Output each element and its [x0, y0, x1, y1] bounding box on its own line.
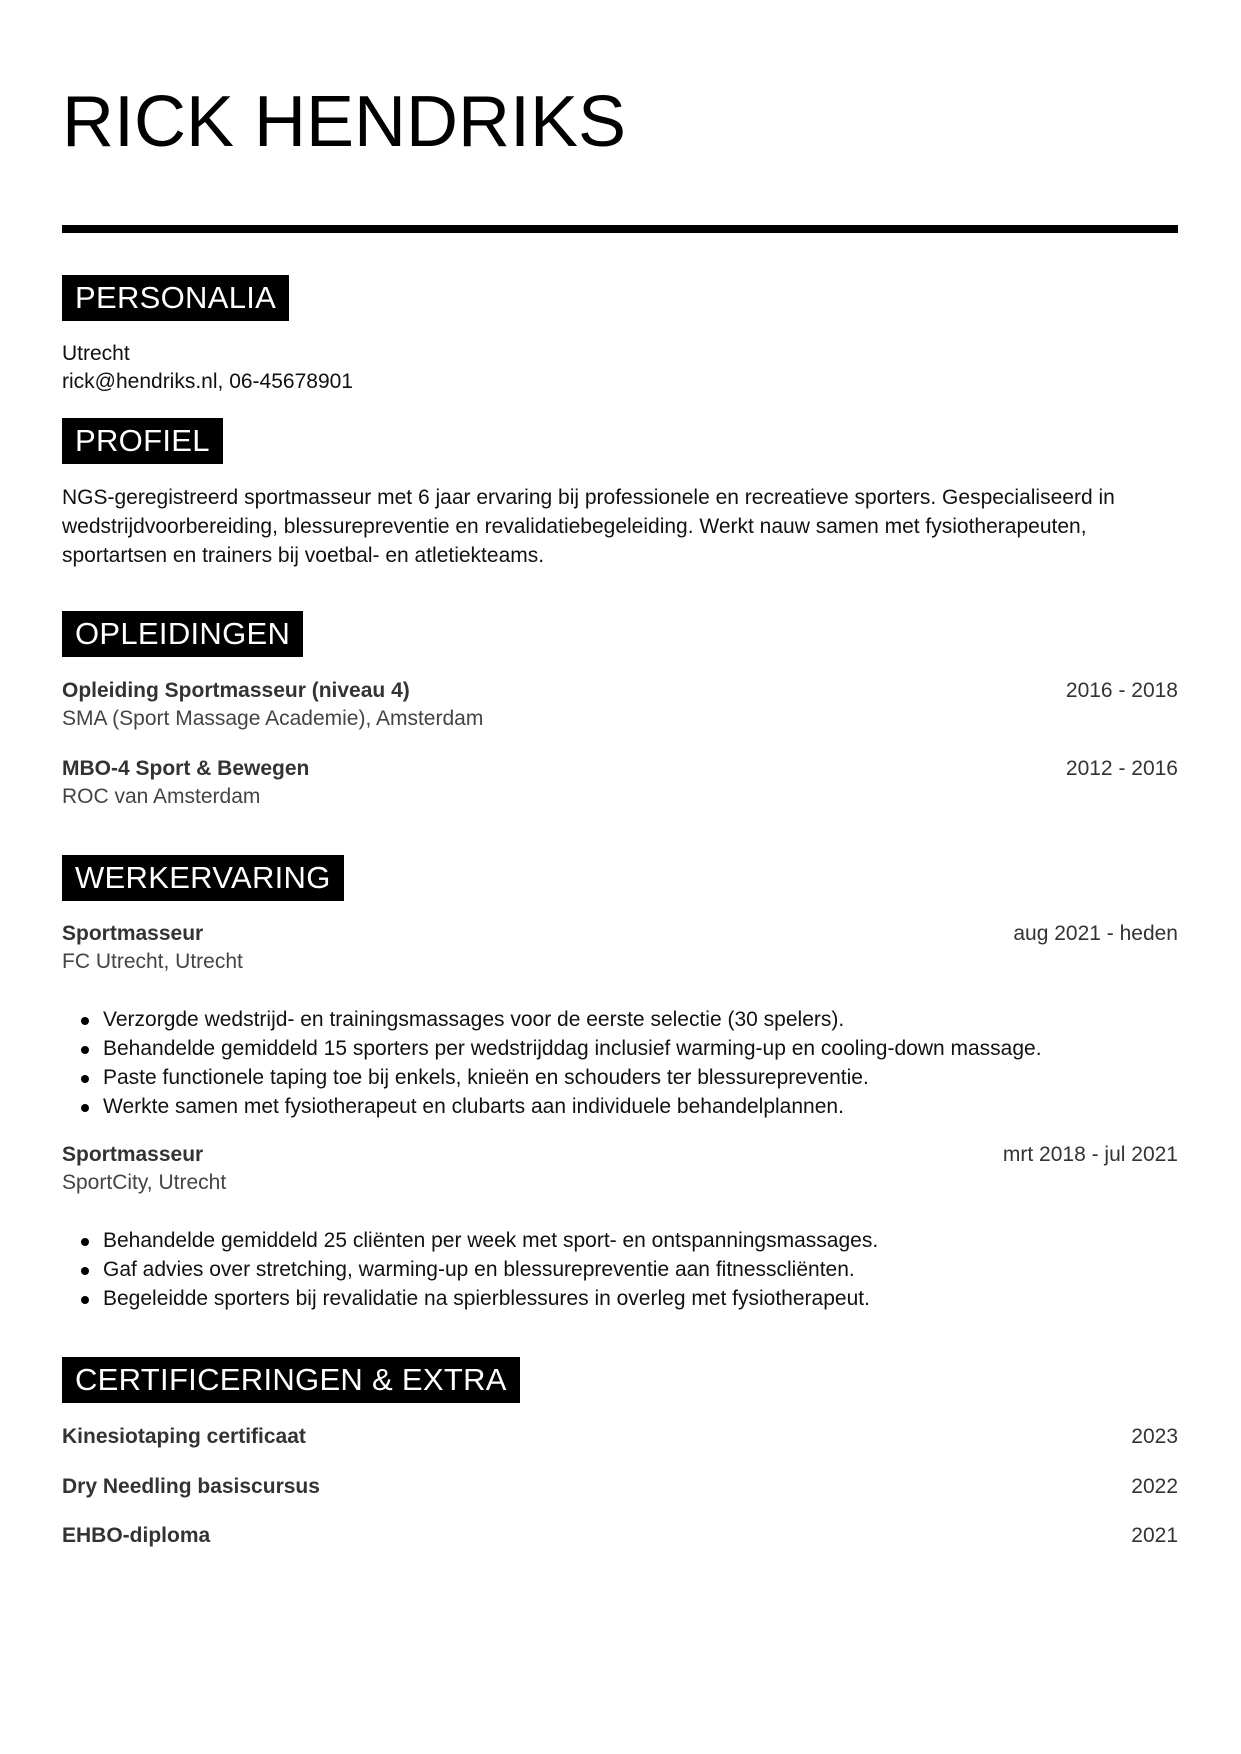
bullet-icon	[81, 1267, 89, 1275]
bullet-icon	[81, 1238, 89, 1246]
bullet-icon	[81, 1075, 89, 1083]
list-item	[62, 1226, 1178, 1255]
education-item	[62, 755, 1178, 783]
job-employer: SportCity, Utrecht	[62, 1171, 227, 1194]
certificate-item	[62, 1473, 1178, 1501]
education-title: Opleiding Sportmasseur (niveau 4)	[62, 679, 410, 702]
certificate-year: 2021	[1131, 1524, 1178, 1547]
section-heading-personalia: PERSONALIA	[62, 275, 289, 321]
section-heading-certificeringen: CERTIFICERINGEN & EXTRA	[62, 1357, 520, 1403]
list-item	[62, 1284, 1178, 1313]
personalia-contact: rick@hendriks.nl, 06-45678901	[62, 370, 353, 393]
bullet-text: Gaf advies over stretching, warming-up en blessurepreventie aan fitnesscliënten.	[103, 1258, 855, 1281]
certificate-title: EHBO-diploma	[62, 1524, 211, 1547]
certificate-year: 2023	[1131, 1425, 1178, 1448]
bullet-icon	[81, 1017, 89, 1025]
list-item	[62, 1034, 1178, 1063]
list-item	[62, 1005, 1178, 1034]
candidate-name: RICK HENDRIKS	[62, 82, 627, 162]
job-bullets	[62, 1005, 1178, 1121]
bullet-text: Werkte samen met fysiotherapeut en clubarts aan individuele behandelplannen.	[103, 1095, 844, 1118]
job-item	[62, 920, 1178, 948]
certificate-item	[62, 1522, 1178, 1550]
section-heading-opleidingen: OPLEIDINGEN	[62, 611, 303, 657]
personalia-city: Utrecht	[62, 342, 130, 365]
section-heading-profiel: PROFIEL	[62, 418, 223, 464]
job-title: Sportmasseur	[62, 922, 204, 945]
certificate-item	[62, 1423, 1178, 1451]
education-dates: 2012 - 2016	[1065, 757, 1178, 780]
certificate-title: Kinesiotaping certificaat	[62, 1425, 306, 1448]
list-item	[62, 1255, 1178, 1284]
education-place: ROC van Amsterdam	[62, 785, 261, 808]
job-dates: mrt 2018 - jul 2021	[1002, 1143, 1178, 1166]
header-divider	[62, 225, 1178, 233]
section-heading-werkervaring: WERKERVARING	[62, 855, 344, 901]
job-item	[62, 1141, 1178, 1169]
bullet-text: Paste functionele taping toe bij enkels, knieën en schouders ter blessurepreventie.	[103, 1066, 869, 1089]
education-dates: 2016 - 2018	[1065, 679, 1178, 702]
bullet-text: Verzorgde wedstrijd- en trainingsmassages voor de eerste selectie (30 spelers).	[103, 1008, 845, 1031]
job-employer: FC Utrecht, Utrecht	[62, 950, 243, 973]
bullet-text: Behandelde gemiddeld 25 cliënten per week met sport- en ontspanningsmassages.	[103, 1229, 879, 1252]
list-item	[62, 1092, 1178, 1121]
profiel-text: NGS-geregistreerd sportmasseur met 6 jaar ervaring bij professionele en recreatieve sporters. Gespecialiseerd in wedstrijdvoorbereiding, blessurepreventie en revalidatiebegeleiding. Werkt nauw samen met fysiotherapeuten, sportartsen en trainers bij voetbal- en atletiekteams.	[62, 486, 1115, 567]
education-item	[62, 677, 1178, 705]
education-title: MBO-4 Sport & Bewegen	[62, 757, 310, 780]
bullet-text: Begeleidde sporters bij revalidatie na spierblessures in overleg met fysiotherapeut.	[103, 1287, 870, 1310]
job-title: Sportmasseur	[62, 1143, 204, 1166]
bullet-icon	[81, 1296, 89, 1304]
job-dates: aug 2021 - heden	[1013, 922, 1178, 945]
bullet-icon	[81, 1104, 89, 1112]
list-item	[62, 1063, 1178, 1092]
education-place: SMA (Sport Massage Academie), Amsterdam	[62, 707, 484, 730]
job-bullets	[62, 1226, 1178, 1313]
bullet-text: Behandelde gemiddeld 15 sporters per wedstrijddag inclusief warming-up en cooling-down massage.	[103, 1037, 1042, 1060]
certificate-year: 2022	[1131, 1475, 1178, 1498]
bullet-icon	[81, 1046, 89, 1054]
certificate-title: Dry Needling basiscursus	[62, 1475, 320, 1498]
